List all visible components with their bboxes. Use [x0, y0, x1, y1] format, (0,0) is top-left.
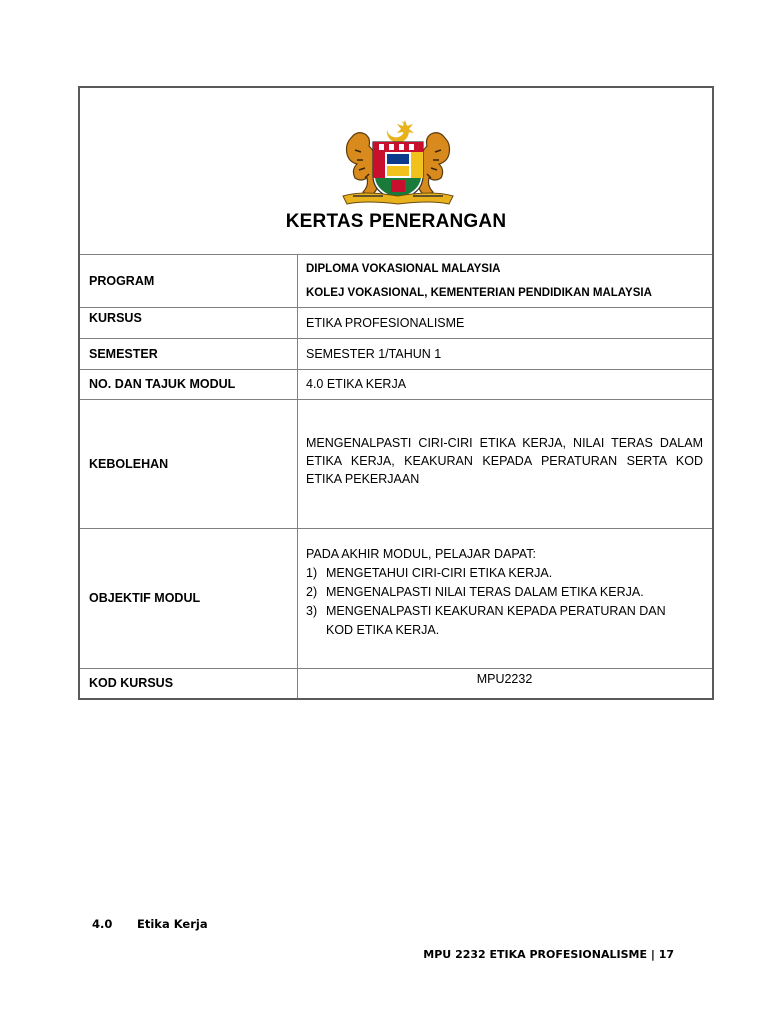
row-label: NO. DAN TAJUK MODUL [80, 369, 298, 399]
row-label: OBJEKTIF MODUL [80, 528, 298, 668]
table-row-kod [80, 668, 712, 698]
info-table [80, 255, 712, 698]
program-line-1: DIPLOMA VOKASIONAL MALAYSIA [306, 262, 501, 275]
list-item [306, 602, 703, 640]
table-row-kursus [80, 307, 712, 338]
table-row-semester [80, 338, 712, 369]
item-number: 3) [306, 603, 318, 618]
malaysia-coat-of-arms-logo [335, 116, 461, 212]
footer-separator: | [650, 948, 659, 961]
table-row-objektif [80, 528, 712, 668]
section-title: Etika Kerja [137, 917, 208, 931]
row-value: SEMESTER 1/TAHUN 1 [298, 338, 713, 369]
description-sheet [78, 86, 714, 700]
list-item [306, 583, 703, 602]
row-label: KEBOLEHAN [80, 399, 298, 528]
program-line-2: KOLEJ VOKASIONAL, KEMENTERIAN PENDIDIKAN MALAYSIA [306, 286, 652, 299]
row-label: KOD KURSUS [80, 668, 298, 698]
table-row-kebolehan [80, 399, 712, 528]
kebolehan-text: MENGENALPASTI CIRI-CIRI ETIKA KERJA, NILAI TERAS DALAM ETIKA KERJA, KEAKURAN KEPADA PERATURAN SERTA KOD ETIKA PEKERJAAN [306, 435, 703, 486]
objektif-intro: PADA AKHIR MODUL, PELAJAR DAPAT: [306, 546, 536, 561]
item-text: MENGENALPASTI NILAI TERAS DALAM ETIKA KERJA. [326, 584, 644, 599]
item-text: MENGETAHUI CIRI-CIRI ETIKA KERJA. [326, 565, 553, 580]
item-number: 1) [306, 565, 318, 580]
row-value: 4.0 ETIKA KERJA [298, 369, 713, 399]
list-item [306, 564, 703, 583]
row-label: KURSUS [80, 307, 298, 338]
footer-course-label: MPU 2232 ETIKA PROFESIONALISME [423, 948, 647, 961]
row-value: MPU2232 [298, 668, 713, 698]
sheet-header [80, 88, 712, 255]
section-number: 4.0 [92, 917, 113, 931]
table-row-modul [80, 369, 712, 399]
row-label: PROGRAM [80, 255, 298, 307]
item-text: MENGENALPASTI KEAKURAN KEPADA PERATURAN DAN [326, 603, 666, 618]
row-value [298, 255, 713, 307]
section-heading [92, 917, 208, 931]
table-row-program [80, 255, 712, 307]
page-number: 17 [658, 948, 674, 961]
row-label: SEMESTER [80, 338, 298, 369]
item-number: 2) [306, 584, 318, 599]
objective-list [306, 564, 703, 640]
page-title: KERTAS PENERANGAN [285, 211, 507, 232]
item-text-continued: KOD ETIKA KERJA. [326, 622, 440, 637]
row-value: ETIKA PROFESIONALISME [298, 307, 713, 338]
page-footer [423, 948, 674, 961]
